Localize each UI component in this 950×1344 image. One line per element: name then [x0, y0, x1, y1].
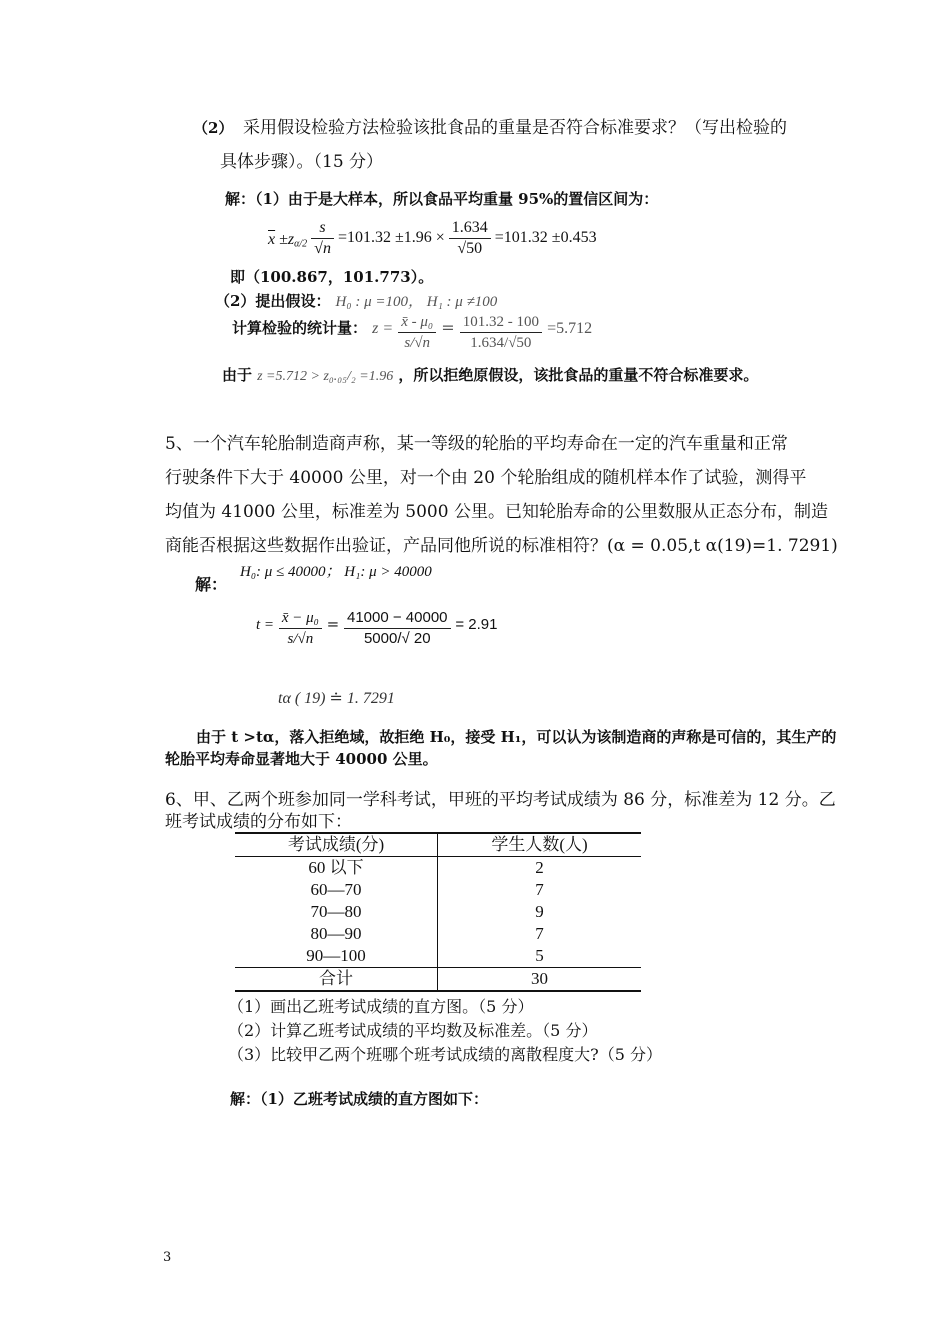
question-2-line2: 具体步骤）。（15 分）	[220, 152, 384, 172]
question-2-number: （2）	[193, 119, 234, 137]
solution-5-hypotheses: H₀: μ ≤ 40000； H₁: μ > 40000	[240, 564, 432, 580]
table-row	[235, 901, 641, 923]
ci-formula: $\overline{x} \pm z_{\alpha/2}$ $\frac{s}{√n}$ =101.32 ±1.96 × $\frac{1.634}{√50}$ =101.32 ±0.453	[268, 219, 597, 257]
question-6-sub3: （3）比较甲乙两个班哪个班考试成绩的离散程度大?（5 分）	[228, 1045, 663, 1064]
confidence-interval: 即（100.867，101.773）。	[230, 268, 434, 286]
table-row	[235, 923, 641, 945]
question-6-line2: 班考试成绩的分布如下：	[165, 812, 352, 832]
table-cell: 80—90	[235, 923, 438, 945]
question-2-line1: 采用假设检验方法检验该批食品的重量是否符合标准要求？（写出检验的	[243, 118, 787, 138]
question-5-line3: 均值为 41000 公里，标准差为 5000 公里。已知轮胎寿命的公里数服从正态分布，制造	[165, 502, 828, 522]
critical-value: tα ( 19) ≐ 1. 7291	[278, 690, 395, 707]
table-header-score: 考试成绩(分)	[235, 833, 438, 857]
solution-intro: 解：（1）由于是大样本，所以食品平均重量 95%的置信区间为：	[225, 190, 659, 208]
table-row	[235, 857, 641, 880]
table-cell: 5	[535, 946, 544, 965]
table-total-value: 30	[438, 968, 642, 992]
table-total-label: 合计	[235, 968, 438, 992]
test-statistic-line: 计算检验的统计量： z = $\frac{\text{x̄ - μ₀}}{s/√n}$ = $\frac{101.32 - 100}{1.634/√50}$ =5.712	[232, 314, 593, 351]
solution-5-label: 解：	[195, 575, 228, 594]
table-cell: 7	[535, 924, 544, 943]
table-cell: 60 以下	[235, 857, 438, 880]
table-header-count: 学生人数(人)	[438, 833, 642, 857]
table-cell: 70—80	[235, 901, 438, 923]
table-cell: 90—100	[235, 945, 438, 968]
table-total-row	[235, 968, 641, 992]
solution-6-label: 解：（1）乙班考试成绩的直方图如下：	[230, 1090, 488, 1108]
table-header-row	[235, 833, 641, 857]
table-cell: 7	[535, 880, 544, 899]
table-cell: 9	[535, 902, 544, 921]
table-row	[235, 945, 641, 968]
table-row	[235, 879, 641, 901]
solution-5-conclusion-line1: 由于 t >tα，落入拒绝域，故拒绝 H₀，接受 H₁，可以认为该制造商的声称是可信的，其生产的	[196, 728, 837, 746]
question-6-sub1: （1）画出乙班考试成绩的直方图。（5 分）	[228, 997, 534, 1016]
question-6-line1: 6、甲、乙两个班参加同一学科考试，甲班的平均考试成绩为 86 分，标准差为 12 分。乙	[165, 790, 836, 810]
solution-5-conclusion-line2: 轮胎平均寿命显著地大于 40000 公里。	[165, 750, 438, 768]
table-cell: 60—70	[235, 879, 438, 901]
score-distribution-table	[235, 832, 641, 992]
question-5-line1: 5、一个汽车轮胎制造商声称，某一等级的轮胎的平均寿命在一定的汽车重量和正常	[165, 434, 788, 454]
t-statistic-formula: t = $\frac{\text{x̄ − μ₀}}{s/√n}$ = $\frac{41000 - 40000}{5000/√ 20}$ = 2.91	[256, 609, 498, 647]
question-6-sub2: （2）计算乙班考试成绩的平均数及标准差。（5 分）	[228, 1021, 598, 1040]
table-cell: 2	[535, 858, 544, 877]
conclusion-line: 由于 z =5.712 > z₀.₀₅/₂ =1.96 ，所以拒绝原假设，该批食品的重量不符合标准要求。	[222, 366, 759, 384]
page-number: 3	[163, 1250, 172, 1265]
question-5-line2: 行驶条件下大于 40000 公里，对一个由 20 个轮胎组成的随机样本作了试验，测得平	[165, 468, 807, 488]
question-5-line4: 商能否根据这些数据作出验证，产品同他所说的标准相符？(α = 0.05,t α(19)=1. 7291)	[165, 536, 838, 556]
hypothesis-line: （2）提出假设： H₀ : μ =100， H₁ : μ ≠100	[215, 292, 498, 310]
